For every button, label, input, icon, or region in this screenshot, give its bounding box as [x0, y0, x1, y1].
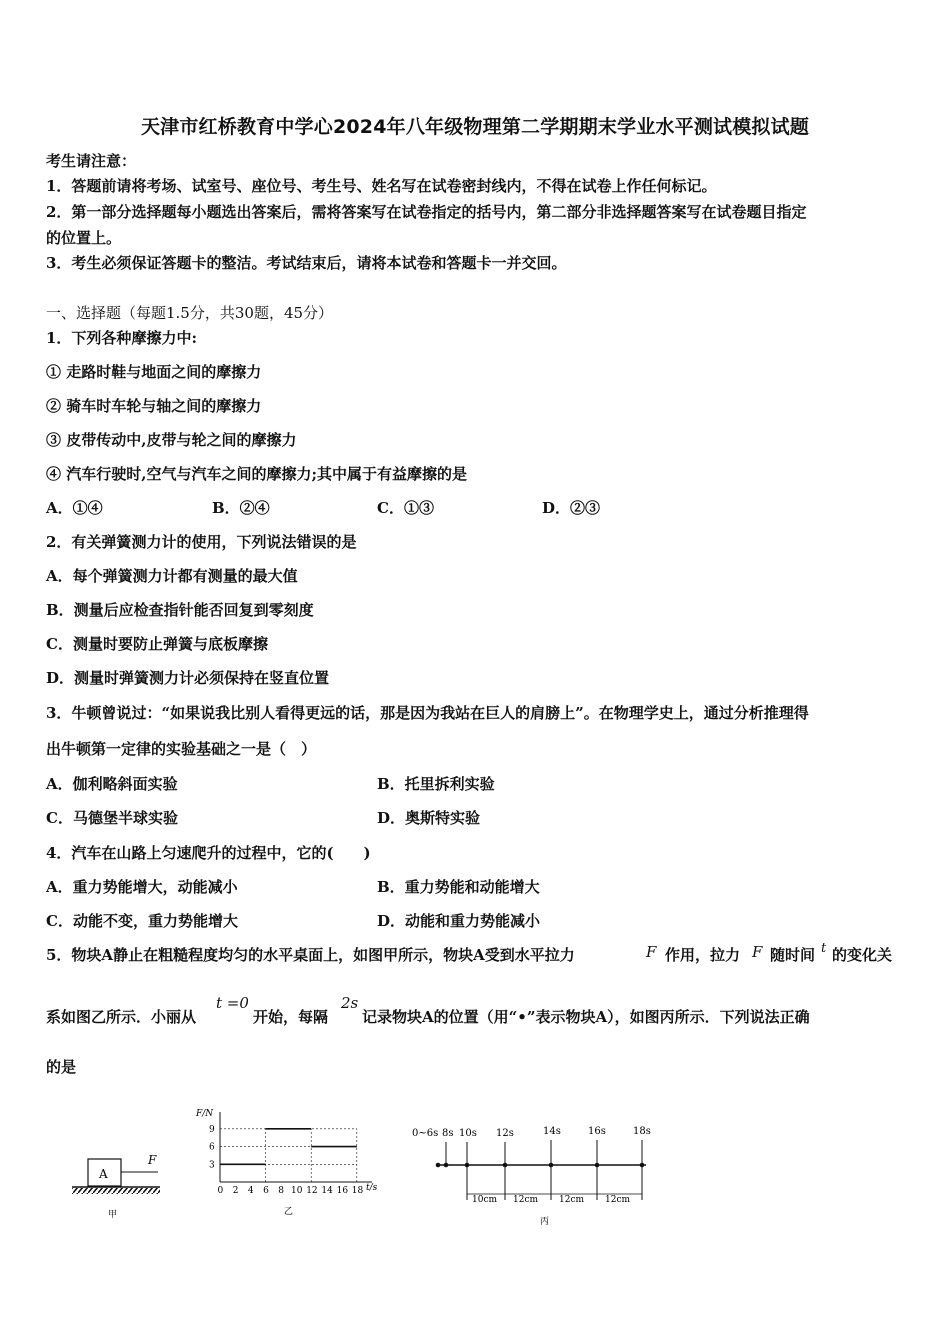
notice-item: 2．第一部分选择题每小题选出答案后，需将答案写在试卷指定的括号内，第二部分非选择题答案写在试卷题目指定	[46, 203, 807, 221]
block-dot	[436, 1163, 441, 1168]
question-5-stem-part: 记录物块A的位置（用“•”表示物块A），如图丙所示．下列说法正确	[362, 1008, 810, 1026]
time-label: 16s	[588, 1126, 606, 1137]
question-4-option-b: B．重力势能和动能增大	[377, 878, 540, 896]
question-2-stem: 2．有关弹簧测力计的使用，下列说法错误的是	[46, 533, 357, 551]
question-2-option-c: C．测量时要防止弹簧与底板摩擦	[46, 635, 268, 653]
chart-x-tick-label: 0	[217, 1186, 224, 1196]
question-1-item: ② 骑车时车轮与轴之间的摩擦力	[46, 397, 262, 415]
question-5-stem-part: 随时间	[770, 946, 816, 964]
math-2s: 2s	[341, 994, 359, 1012]
figure-bing	[408, 1120, 668, 1230]
page-title: 天津市红桥教育中学心2024年八年级物理第二学期期末学业水平测试模拟试题	[140, 116, 810, 138]
figure-caption: 乙	[284, 1207, 294, 1217]
chart-y-tick-label: 9	[209, 1124, 215, 1135]
question-4-stem: 4．汽车在山路上匀速爬升的过程中，它的( )	[46, 844, 371, 862]
notice-item: 3．考生必须保证答题卡的整洁。考试结束后，请将本试卷和答题卡一并交回。	[46, 254, 567, 272]
symbol-t: t	[821, 941, 827, 956]
chart-x-tick-label: 18	[351, 1186, 364, 1196]
question-2-option-b: B．测量后应检查指针能否回复到零刻度	[46, 601, 314, 619]
question-3-option-c: C．马德堡半球实验	[46, 809, 178, 827]
block-dot	[549, 1163, 554, 1168]
force-label: F	[148, 1153, 157, 1167]
symbol-f: F	[752, 943, 763, 961]
time-label: 10s	[459, 1128, 477, 1139]
question-4-option-a: A．重力势能增大，动能减小	[46, 878, 238, 896]
math-t-zero: t =0	[216, 994, 249, 1012]
figure-jia	[68, 1145, 168, 1225]
notice-header: 考生请注意：	[46, 152, 137, 170]
question-3-option-a: A．伽利略斜面实验	[46, 775, 178, 793]
time-label: 8s	[442, 1128, 454, 1139]
question-3-option-d: D．奥斯特实验	[377, 809, 481, 827]
question-2-option-a: A．每个弹簧测力计都有测量的最大值	[46, 567, 298, 585]
question-5-stem-part: 的变化关	[832, 946, 893, 964]
distance-label: 12cm	[513, 1195, 539, 1205]
time-label: 14s	[543, 1126, 561, 1137]
notice-item: 的位置上。	[46, 229, 122, 247]
block-dot	[503, 1163, 508, 1168]
question-1-item: ③ 皮带传动中,皮带与轮之间的摩擦力	[46, 431, 297, 449]
block-dot	[640, 1163, 645, 1168]
figure-caption: 甲	[108, 1210, 118, 1220]
block-dot	[465, 1163, 470, 1168]
distance-label: 12cm	[605, 1195, 631, 1205]
symbol-f: F	[646, 943, 657, 961]
time-label: 18s	[633, 1126, 651, 1137]
question-3-option-b: B．托里拆利实验	[377, 775, 495, 793]
notice-item: 1．答题前请将考场、试室号、座位号、考生号、姓名写在试卷密封线内，不得在试卷上作任何标记。	[46, 177, 717, 195]
chart-y-tick-label: 3	[209, 1160, 215, 1171]
distance-label: 12cm	[559, 1195, 585, 1205]
chart-x-tick-label: 10	[291, 1186, 303, 1196]
chart-x-tick-label: 14	[321, 1186, 333, 1196]
chart-x-tick-label: 12	[306, 1186, 318, 1196]
question-5-stem-part: 5．物块A静止在粗糙程度均匀的水平桌面上，如图甲所示，物块A受到水平拉力	[46, 946, 575, 964]
question-3-stem: 3．牛顿曾说过：“如果说我比别人看得更远的话，那是因为我站在巨人的肩膀上”。在物理学史上，通过分析推理得	[46, 704, 809, 722]
question-1-option-b: B．②④	[212, 499, 270, 517]
question-1-option-a: A．①④	[46, 499, 103, 517]
question-5-stem-part: 开始，每隔	[253, 1008, 329, 1026]
section-heading: 一、选择题（每题1.5分，共30题，45分）	[46, 304, 334, 322]
block-label: A	[99, 1167, 108, 1181]
chart-x-tick-label: 16	[336, 1186, 349, 1196]
time-label: 0~6s	[412, 1128, 439, 1139]
time-label: 12s	[496, 1128, 514, 1139]
chart-x-tick-label: 6	[263, 1186, 269, 1196]
block-dot	[444, 1163, 449, 1168]
question-1-option-d: D．②③	[542, 499, 601, 517]
ground-hatch	[72, 1188, 160, 1194]
block-dot	[595, 1163, 600, 1168]
chart-x-label: t/s	[366, 1183, 378, 1193]
chart-x-tick-label: 2	[232, 1186, 239, 1196]
question-5-stem-end: 的是	[46, 1058, 77, 1076]
chart-x-tick-label: 4	[247, 1186, 254, 1196]
question-4-option-d: D．动能和重力势能减小	[377, 912, 541, 930]
question-1-item: ④ 汽车行驶时,空气与汽车之间的摩擦力;其中属于有益摩擦的是	[46, 465, 467, 483]
question-5-stem-part: 作用，拉力	[665, 946, 741, 964]
figure-caption: 丙	[540, 1217, 550, 1227]
chart-y-tick-label: 6	[209, 1142, 215, 1153]
chart-x-tick-label: 8	[278, 1186, 285, 1196]
question-1-option-c: C．①③	[377, 499, 434, 517]
question-4-option-c: C．动能不变，重力势能增大	[46, 912, 238, 930]
chart-y-label: F/N	[196, 1109, 214, 1119]
question-5-stem-part: 系如图乙所示．小丽从	[46, 1008, 197, 1026]
question-2-option-d: D．测量时弹簧测力计必须保持在竖直位置	[46, 669, 330, 687]
question-3-stem-cont: 出牛顿第一定律的实验基础之一是（ ）	[46, 740, 317, 758]
question-1-item: ① 走路时鞋与地面之间的摩擦力	[46, 363, 262, 381]
figure-yi-chart	[194, 1104, 388, 1219]
question-1-stem: 1．下列各种摩擦力中:	[46, 329, 197, 347]
distance-label: 10cm	[472, 1195, 498, 1205]
